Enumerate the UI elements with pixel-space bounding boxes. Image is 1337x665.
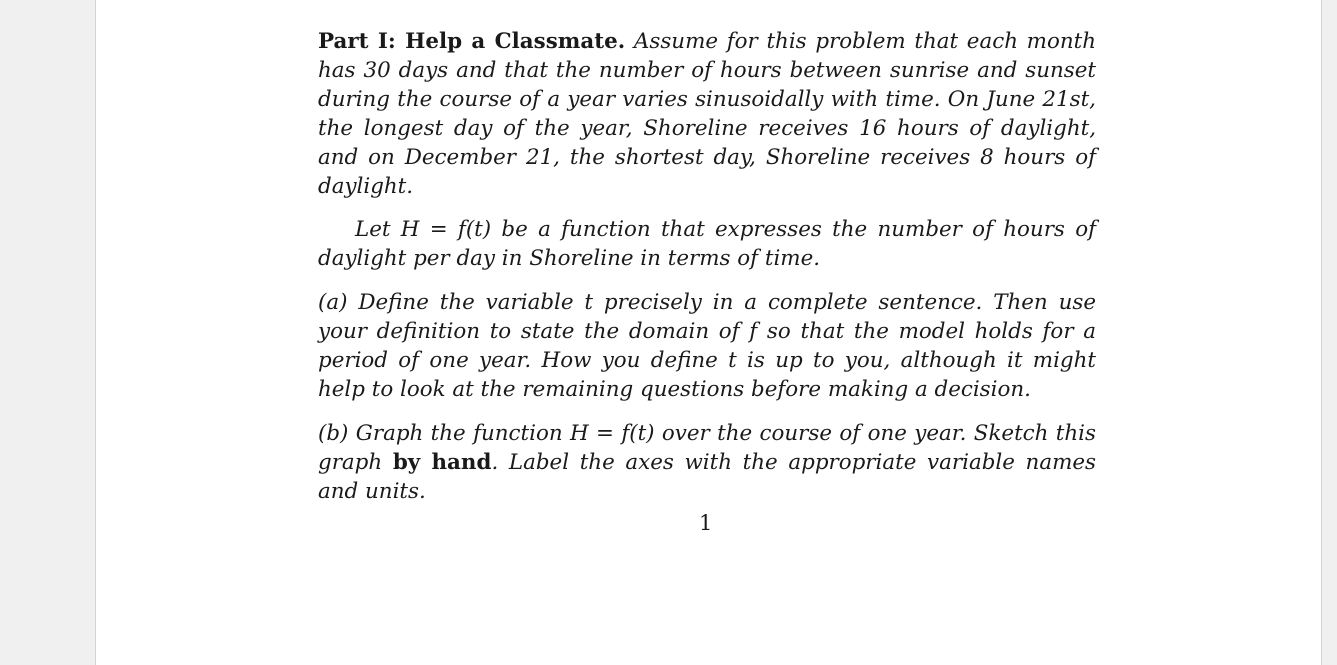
question-b-text: (b) Graph the function H = f(t) over the course of one year. Sketch this graph — [318, 420, 1096, 475]
question-a: (a) Define the variable t precisely in a complete sentence. Then use your definition to state the domain of f so that the model holds for a period of one year. How you define t is up to you, although it might help to look at the remaining questions before making a decision. — [318, 290, 1096, 402]
question-b — [318, 420, 1096, 507]
definition-paragraph: Let H = f(t) be a function that expresses the number of hours of daylight per day in Shoreline in terms of time. — [318, 217, 1096, 272]
document-content — [318, 28, 1096, 507]
previous-line-remnant — [318, 0, 468, 2]
question-b-text-end: . Label the axes with the appropriate variable names and units. — [318, 449, 1096, 504]
part-title: Part I: Help a Classmate. — [318, 29, 626, 54]
intro-text: Assume for this problem that each month has 30 days and that the number of hours between sunrise and sunset during the course of a year varies sinusoidally with time. On June 21st, the longest day of the year, Shoreline receives 16 hours of daylight, and on December 21, the shortest day, Shoreline receives 8 hours of daylight. — [318, 29, 1096, 199]
intro-paragraph — [318, 28, 1096, 201]
page-number: 1 — [699, 511, 713, 535]
question-b-emphasis: by hand — [392, 449, 492, 475]
